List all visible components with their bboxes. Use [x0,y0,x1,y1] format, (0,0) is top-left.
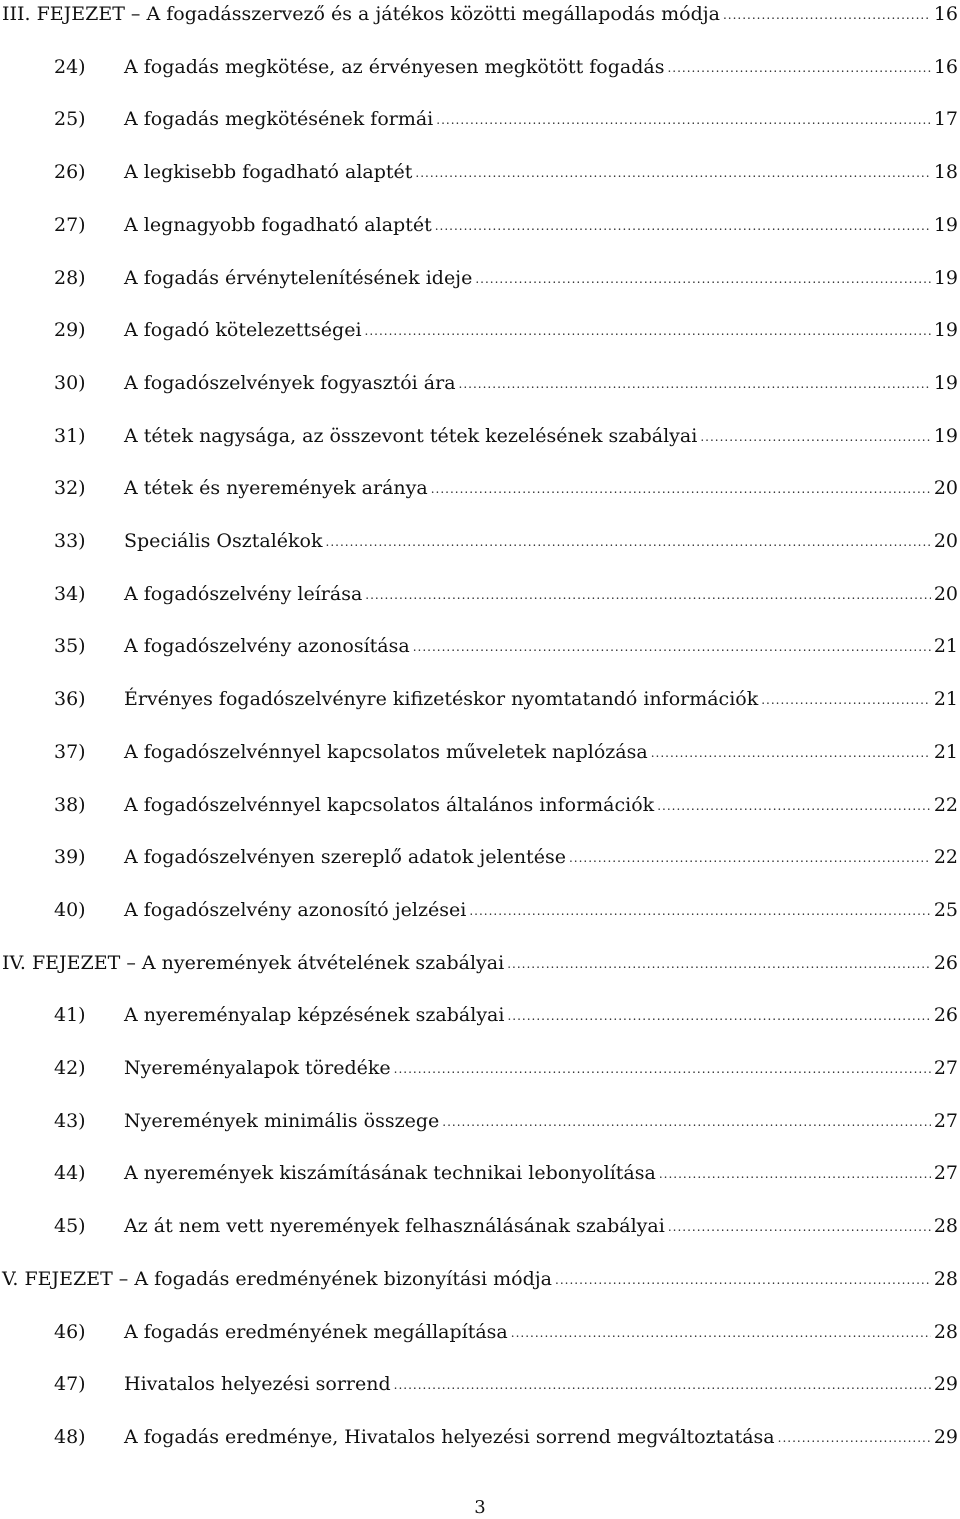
dot-leader [651,736,931,768]
item-number: 47) [54,1373,86,1396]
page-ref: 29 [933,1373,958,1396]
toc-item-row [0,842,960,872]
item-title: A fogadószelvény azonosítása [124,635,410,658]
dot-leader [469,894,930,926]
item-title: A fogadás érvénytelenítésének ideje [124,266,473,289]
item-number: 25) [54,108,86,131]
item-title: Hivatalos helyezési sorrend [124,1373,391,1396]
item-title: A tétek nagysága, az összevont tétek kezelésének szabályai [124,424,698,447]
page-ref: 20 [933,582,958,605]
page-ref: 21 [933,635,958,658]
dot-leader [475,262,930,294]
item-number: 38) [54,793,86,816]
dot-leader [431,472,931,504]
chapter-dash: – [112,1267,135,1290]
page-number: 3 [474,1497,486,1518]
item-title: A nyeremények kiszámításának technikai lebonyolítása [124,1162,656,1185]
toc-item-row [0,895,960,925]
item-number: 29) [54,319,86,342]
page-ref: 16 [933,3,958,25]
item-title: A fogadószelvénnyel kapcsolatos általános információk [124,793,655,816]
page-ref: 28 [933,1215,958,1238]
toc-item-row [0,1369,960,1399]
dot-leader [778,1421,931,1453]
item-title: Az át nem vett nyeremények felhasználásának szabályai [124,1215,665,1238]
toc-item-row [0,684,960,714]
toc-item-row [0,52,960,82]
dot-leader [442,1105,931,1137]
dot-leader [459,367,931,399]
item-title: A fogadószelvény azonosító jelzései [124,898,467,921]
toc-chapter-row [0,948,960,978]
dot-leader [511,1316,931,1348]
dot-leader [723,0,931,30]
item-number: 48) [54,1425,86,1448]
item-title: A fogadószelvénnyel kapcsolatos műveletek naplózása [124,740,648,763]
page-ref: 26 [933,951,958,974]
page-ref: 28 [933,1267,958,1290]
item-title: Érvényes fogadószelvényre kifizetéskor nyomtatandó információk [124,688,759,711]
dot-leader [507,947,931,979]
item-number: 36) [54,688,86,711]
page-ref: 20 [933,477,958,500]
toc-item-row [0,526,960,556]
item-number: 26) [54,161,86,184]
dot-leader [415,156,930,188]
toc-item-row [0,104,960,134]
page-ref: 27 [933,1162,958,1185]
page-ref: 20 [933,530,958,552]
page-ref: 26 [933,1004,958,1027]
page-ref: 18 [933,161,958,184]
toc-item-row [0,157,960,187]
item-number: 35) [54,635,86,658]
dot-leader [394,1052,931,1084]
page-ref: 21 [933,688,958,711]
item-number: 45) [54,1215,86,1238]
page-ref: 22 [933,793,958,816]
dot-leader [700,420,931,452]
item-number: 32) [54,477,86,500]
item-number: 41) [54,1004,86,1027]
item-title: A fogadás eredményének megállapítása [124,1320,508,1343]
item-number: 31) [54,424,86,447]
item-title: A nyereményalap képzésének szabályai [124,1004,505,1027]
toc-item-row [0,473,960,503]
page-ref: 16 [933,55,958,78]
dot-leader [667,51,930,83]
page-ref: 19 [933,319,958,342]
item-number: 37) [54,740,86,763]
dot-leader [569,841,931,873]
page-ref: 19 [933,424,958,447]
toc-item-row [0,1317,960,1347]
toc-item-row [0,1211,960,1241]
item-number: 28) [54,266,86,289]
toc-item-row [0,263,960,293]
toc-item-row [0,1158,960,1188]
dot-leader [394,1368,931,1400]
page-ref: 22 [933,846,958,869]
toc-item-row [0,790,960,820]
chapter-title: A nyeremények átvételének szabályai [141,951,505,974]
page-ref: 28 [933,1320,958,1343]
item-title: Nyeremények minimális összege [124,1109,440,1132]
dot-leader [365,578,931,610]
item-number: 30) [54,371,86,394]
page-ref: 19 [933,266,958,289]
item-title: A legnagyobb fogadható alaptét [124,213,432,236]
page-ref: 19 [933,213,958,236]
item-number: 34) [54,582,86,605]
dot-leader [657,789,931,821]
page-ref: 19 [933,371,958,394]
dot-leader [555,1263,931,1295]
chapter-number: IV. FEJEZET [2,951,121,974]
chapter-title: A fogadás eredményének bizonyítási módja [134,1267,553,1290]
dot-leader [365,314,931,346]
item-title: Speciális Osztalékok [124,530,323,552]
item-title: A fogadószelvények fogyasztói ára [124,371,456,394]
toc-item-row [0,315,960,345]
dot-leader [761,683,931,715]
item-number: 39) [54,846,86,869]
item-number: 33) [54,530,86,552]
toc-item-row [0,421,960,451]
toc-item-row [0,579,960,609]
dot-leader [413,630,931,662]
item-title: A fogadó kötelezettségei [124,319,362,342]
page-ref: 25 [933,898,958,921]
toc-item-row [0,1000,960,1030]
dot-leader [436,103,931,135]
chapter-number: V. FEJEZET [2,1267,113,1290]
dot-leader [326,525,931,557]
page-ref: 17 [933,108,958,131]
item-title: Nyereményalapok töredéke [124,1057,391,1079]
toc-chapter-row [0,0,960,29]
item-title: A fogadószelvényen szereplő adatok jelentése [124,846,566,869]
page-ref: 27 [933,1057,958,1079]
item-number: 46) [54,1320,86,1343]
toc-item-row [0,368,960,398]
toc-item-row [0,737,960,767]
page-ref: 29 [933,1425,958,1448]
dot-leader [659,1157,931,1189]
item-number: 44) [54,1162,86,1185]
dot-leader [435,209,931,241]
dot-leader [668,1210,931,1242]
dot-leader [507,999,930,1031]
chapter-title: A fogadásszervező és a játékos közötti megállapodás módja [146,3,720,25]
item-title: A fogadószelvény leírása [124,582,363,605]
item-title: A tétek és nyeremények aránya [124,477,428,500]
chapter-dash: – [120,951,142,974]
toc-item-row [0,1106,960,1136]
item-number: 40) [54,898,86,921]
item-title: A fogadás megkötésének formái [124,108,434,131]
item-number: 43) [54,1109,86,1132]
page-ref: 27 [933,1109,958,1132]
item-title: A legkisebb fogadható alaptét [124,161,413,184]
item-number: 24) [54,55,86,78]
page-ref: 21 [933,740,958,763]
chapter-dash: – [124,3,147,25]
item-number: 42) [54,1057,86,1079]
chapter-number: III. FEJEZET [2,3,125,25]
item-title: A fogadás eredménye, Hivatalos helyezési sorrend megváltoztatása [124,1425,775,1448]
toc-chapter-row [0,1264,960,1294]
toc-item-row [0,1422,960,1452]
toc-item-row [0,1053,960,1083]
toc-item-row [0,210,960,240]
toc-item-row [0,631,960,661]
item-number: 27) [54,213,86,236]
item-title: A fogadás megkötése, az érvényesen megkötött fogadás [124,55,665,78]
